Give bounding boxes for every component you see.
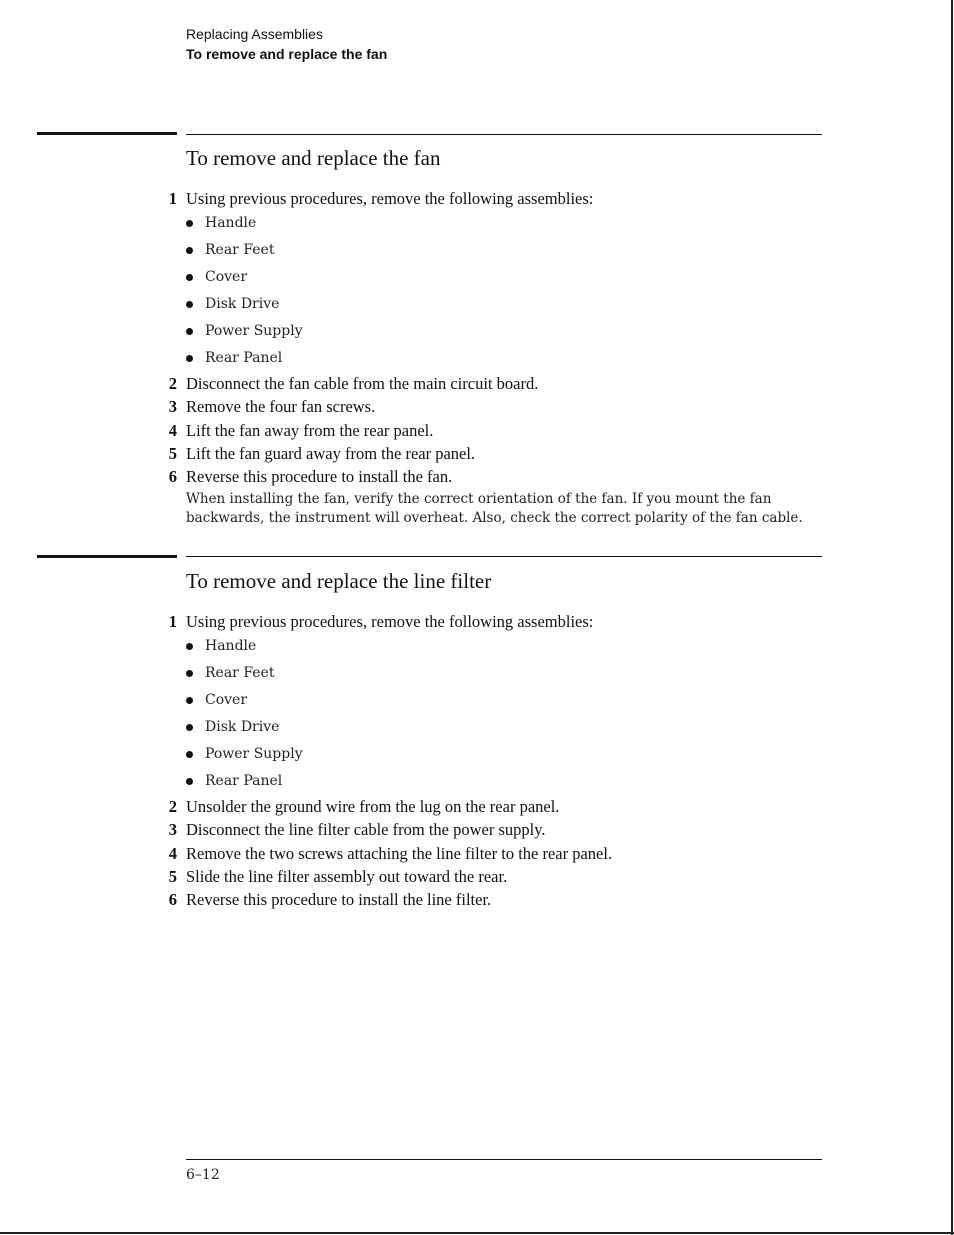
step-text: Reverse this procedure to install the fan. xyxy=(186,467,453,487)
assembly-label: Rear Feet xyxy=(205,242,275,259)
bullet-icon xyxy=(186,697,193,704)
installation-note: When installing the fan, verify the correct orientation of the fan. If you mount the fan backwards, the instrument will overheat. Also, check the correct polarity of the fan cable. xyxy=(186,491,803,526)
assembly-item xyxy=(0,291,954,318)
assembly-item xyxy=(0,741,954,768)
assembly-list xyxy=(0,210,954,371)
step-number: 1 xyxy=(168,612,177,631)
step-number: 5 xyxy=(168,866,177,886)
step-item xyxy=(0,372,954,395)
section-rule-thin xyxy=(186,134,822,135)
assembly-label: Disk Drive xyxy=(205,296,280,313)
running-header xyxy=(186,24,387,64)
assembly-item xyxy=(0,714,954,741)
assembly-label: Rear Panel xyxy=(205,772,283,789)
assembly-item xyxy=(0,237,954,264)
step-text: Disconnect the fan cable from the main circuit board. xyxy=(186,373,539,393)
step-number: 3 xyxy=(168,397,177,417)
footer-rule xyxy=(186,1159,822,1160)
step-number: 6 xyxy=(168,890,177,910)
step-text: Reverse this procedure to install the line filter. xyxy=(186,890,492,910)
bullet-icon xyxy=(186,301,193,308)
assembly-list-container xyxy=(0,633,954,794)
assembly-label: Cover xyxy=(205,269,248,286)
bullet-icon xyxy=(186,778,193,785)
bullet-icon xyxy=(186,724,193,731)
step-text: Remove the two screws attaching the line filter to the rear panel. xyxy=(186,843,613,863)
assembly-label: Handle xyxy=(205,638,257,655)
assembly-item xyxy=(0,210,954,237)
step-text: Remove the four fan screws. xyxy=(186,397,376,417)
step-number: 1 xyxy=(168,189,177,208)
assembly-label: Cover xyxy=(205,692,248,709)
bullet-icon xyxy=(186,274,193,281)
bullet-icon xyxy=(186,247,193,254)
assembly-label: Disk Drive xyxy=(205,719,280,736)
section-title-line-filter: To remove and replace the line filter xyxy=(186,569,492,593)
header-chapter: Replacing Assemblies xyxy=(186,26,323,42)
assembly-item xyxy=(0,633,954,660)
step-number: 5 xyxy=(168,443,177,463)
page-edge-bottom xyxy=(0,1232,954,1234)
fan-procedure-steps xyxy=(0,187,954,489)
step-item xyxy=(0,888,954,911)
page-number: 6–12 xyxy=(186,1167,220,1183)
bullet-icon xyxy=(186,751,193,758)
step-item xyxy=(0,419,954,442)
assembly-list xyxy=(0,633,954,794)
step-item xyxy=(0,795,954,818)
step-text: Lift the fan guard away from the rear panel. xyxy=(186,443,476,463)
section-rule-thin xyxy=(186,556,822,557)
assembly-label: Rear Feet xyxy=(205,665,275,682)
step-item xyxy=(0,842,954,865)
step-item xyxy=(0,442,954,465)
line-filter-procedure-steps xyxy=(0,610,954,912)
bullet-icon xyxy=(186,643,193,650)
step-item xyxy=(0,187,954,210)
step-number: 4 xyxy=(168,420,177,440)
step-number: 4 xyxy=(168,843,177,863)
bullet-icon xyxy=(186,670,193,677)
assembly-item xyxy=(0,660,954,687)
step-text: Unsolder the ground wire from the lug on the rear panel. xyxy=(186,796,560,816)
assembly-item xyxy=(0,687,954,714)
step-item xyxy=(0,395,954,418)
step-number: 3 xyxy=(168,820,177,840)
step-number: 2 xyxy=(168,796,177,816)
bullet-icon xyxy=(186,355,193,362)
step-text: Lift the fan away from the rear panel. xyxy=(186,420,434,440)
section-rule-thick xyxy=(37,132,177,135)
assembly-label: Power Supply xyxy=(205,322,303,339)
section-rule-thick xyxy=(37,555,177,558)
assembly-label: Power Supply xyxy=(205,745,303,762)
step-item xyxy=(0,610,954,633)
step-text: Using previous procedures, remove the following assemblies: xyxy=(186,612,594,631)
assembly-item xyxy=(0,264,954,291)
step-number: 2 xyxy=(168,373,177,393)
step-item xyxy=(0,865,954,888)
bullet-icon xyxy=(186,220,193,227)
assembly-item xyxy=(0,318,954,345)
section-title-fan: To remove and replace the fan xyxy=(186,146,441,170)
bullet-icon xyxy=(186,328,193,335)
step-text: Using previous procedures, remove the following assemblies: xyxy=(186,189,594,208)
step-item xyxy=(0,465,954,488)
assembly-label: Handle xyxy=(205,215,257,232)
step-text: Slide the line filter assembly out toward the rear. xyxy=(186,866,508,886)
header-section: To remove and replace the fan xyxy=(186,46,388,62)
step-item xyxy=(0,818,954,841)
assembly-list-container xyxy=(0,210,954,371)
step-text: Disconnect the line filter cable from the power supply. xyxy=(186,820,546,840)
assembly-item xyxy=(0,768,954,795)
step-number: 6 xyxy=(168,467,177,487)
assembly-item xyxy=(0,345,954,372)
assembly-label: Rear Panel xyxy=(205,349,283,366)
